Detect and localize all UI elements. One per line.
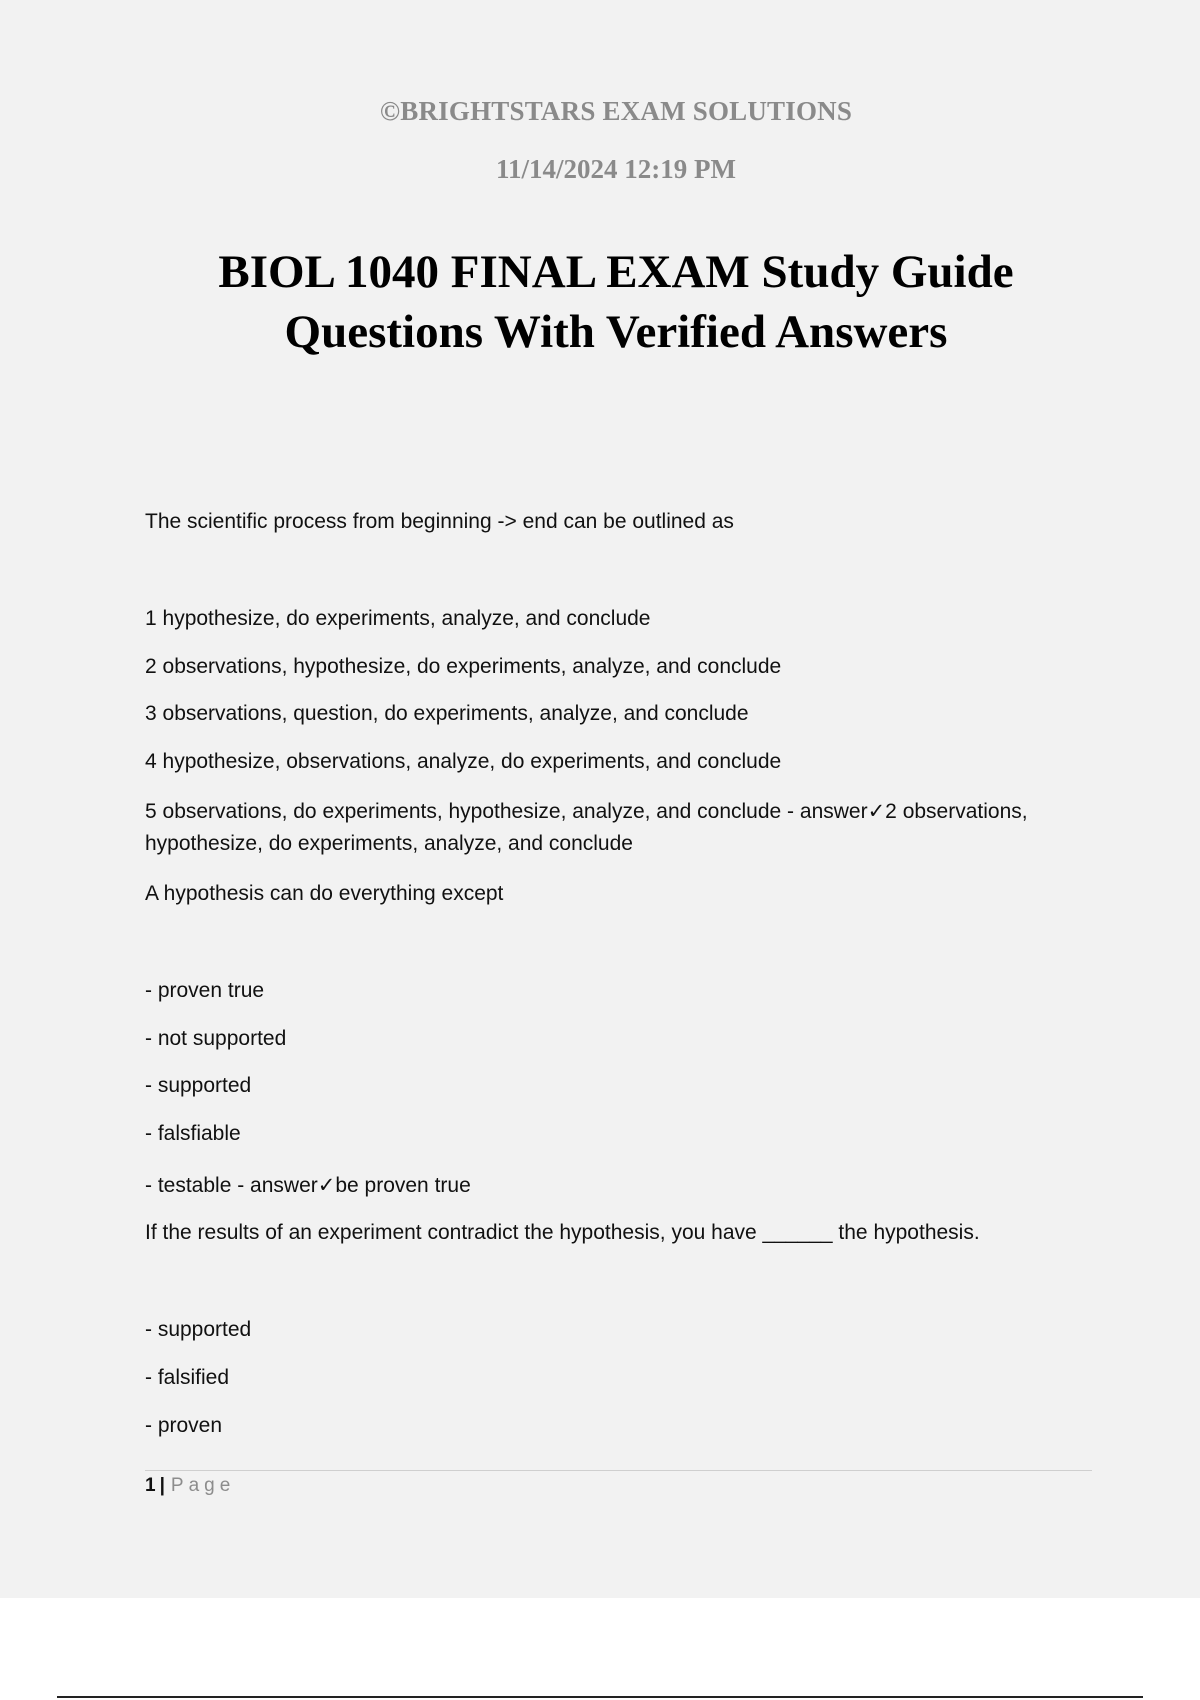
answer-option-with-answer: - testable - answer✓be proven true — [145, 1174, 471, 1197]
title-line-2: Questions With Verified Answers — [284, 306, 948, 358]
answer-option: - falsfiable — [145, 1122, 241, 1145]
page-separator: | — [159, 1475, 165, 1496]
answer-option: 3 observations, question, do experiments, analyze, and conclude — [145, 702, 749, 725]
next-page-top-rule — [57, 1696, 1143, 1698]
answer-option: - supported — [145, 1318, 252, 1341]
question-prompt: A hypothesis can do everything except — [145, 882, 504, 905]
answer-option: - supported — [145, 1074, 252, 1097]
question-prompt: If the results of an experiment contradict the hypothesis, you have ______ the hypothesis. — [145, 1221, 980, 1244]
question-prompt: The scientific process from beginning -> end can be outlined as — [145, 510, 734, 533]
answer-option: - not supported — [145, 1027, 287, 1050]
document-title — [100, 242, 1132, 362]
answer-option: 1 hypothesize, do experiments, analyze, and conclude — [145, 607, 651, 630]
answer-option: 4 hypothesize, observations, analyze, do experiments, and conclude — [145, 750, 782, 773]
footer-divider — [145, 1470, 1092, 1471]
copyright-header: ©BRIGHTSTARS EXAM SOLUTIONS — [379, 96, 853, 126]
answer-option: - falsified — [145, 1366, 230, 1389]
title-line-1: BIOL 1040 FINAL EXAM Study Guide — [218, 246, 1014, 298]
page-footer — [145, 1472, 235, 1500]
answer-option: - proven true — [145, 979, 265, 1002]
page-label: Page — [170, 1475, 236, 1496]
answer-option-with-answer: 5 observations, do experiments, hypothesize, analyze, and conclude - answer✓2 observations, hypothesize, do experiments, analyze, and conclude — [145, 800, 1028, 855]
page-number: 1 — [145, 1475, 156, 1496]
answer-option: - proven — [145, 1414, 223, 1437]
answer-option: 2 observations, hypothesize, do experiments, analyze, and conclude — [145, 655, 782, 678]
timestamp-header: 11/14/2024 12:19 PM — [496, 154, 736, 184]
